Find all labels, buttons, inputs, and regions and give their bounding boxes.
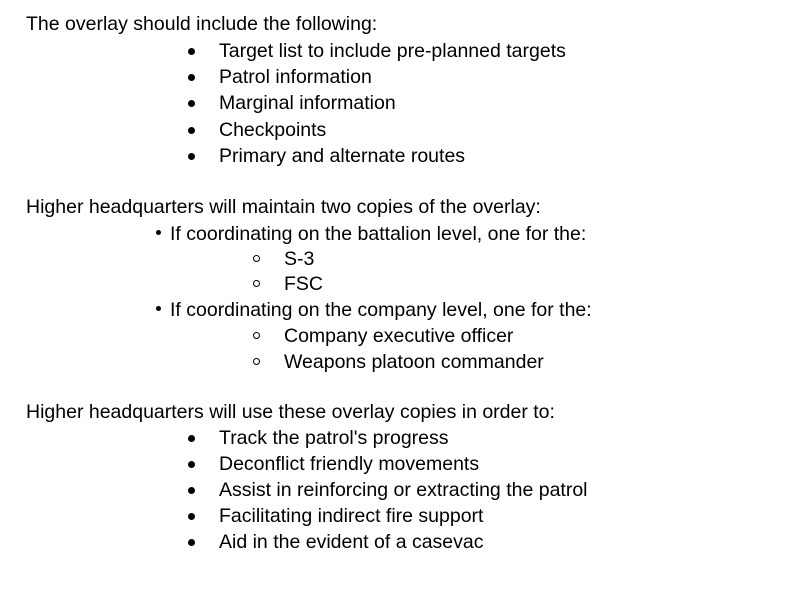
circle-bullet-icon [253, 280, 260, 287]
list-item-text: Deconflict friendly movements [219, 453, 480, 475]
section1-heading: The overlay should include the following: [26, 13, 378, 35]
bullet-icon [188, 513, 195, 520]
list-item-text: Primary and alternate routes [219, 145, 466, 167]
bullet-icon [156, 230, 161, 235]
group-item-text: If coordinating on the company level, one for the: [170, 299, 592, 321]
bullet-icon [188, 461, 195, 468]
bullet-icon [188, 100, 195, 107]
bullet-icon [156, 306, 161, 311]
sub-list-item-text: FSC [284, 273, 323, 295]
group-item-text: If coordinating on the battalion level, one for the: [170, 223, 587, 245]
list-item-text: Track the patrol's progress [219, 427, 449, 449]
circle-bullet-icon [253, 255, 260, 262]
sub-list-item-text: Weapons platoon commander [284, 351, 544, 373]
list-item-text: Aid in the evident of a casevac [219, 531, 484, 553]
bullet-icon [188, 74, 195, 81]
bullet-icon [188, 127, 195, 134]
list-item-text: Marginal information [219, 92, 396, 114]
bullet-icon [188, 153, 195, 160]
list-item-text: Assist in reinforcing or extracting the patrol [219, 479, 588, 501]
bullet-icon [188, 48, 195, 55]
circle-bullet-icon [253, 358, 260, 365]
bullet-icon [188, 435, 195, 442]
circle-bullet-icon [253, 332, 260, 339]
list-item-text: Checkpoints [219, 119, 327, 141]
section3-heading: Higher headquarters will use these overlay copies in order to: [26, 401, 555, 423]
list-item-text: Facilitating indirect fire support [219, 505, 484, 527]
sub-list-item-text: S-3 [284, 248, 315, 270]
list-item-text: Target list to include pre-planned targets [219, 40, 566, 62]
section2-heading: Higher headquarters will maintain two copies of the overlay: [26, 196, 541, 218]
sub-list-item-text: Company executive officer [284, 325, 514, 347]
bullet-icon [188, 539, 195, 546]
bullet-icon [188, 487, 195, 494]
list-item-text: Patrol information [219, 66, 372, 88]
